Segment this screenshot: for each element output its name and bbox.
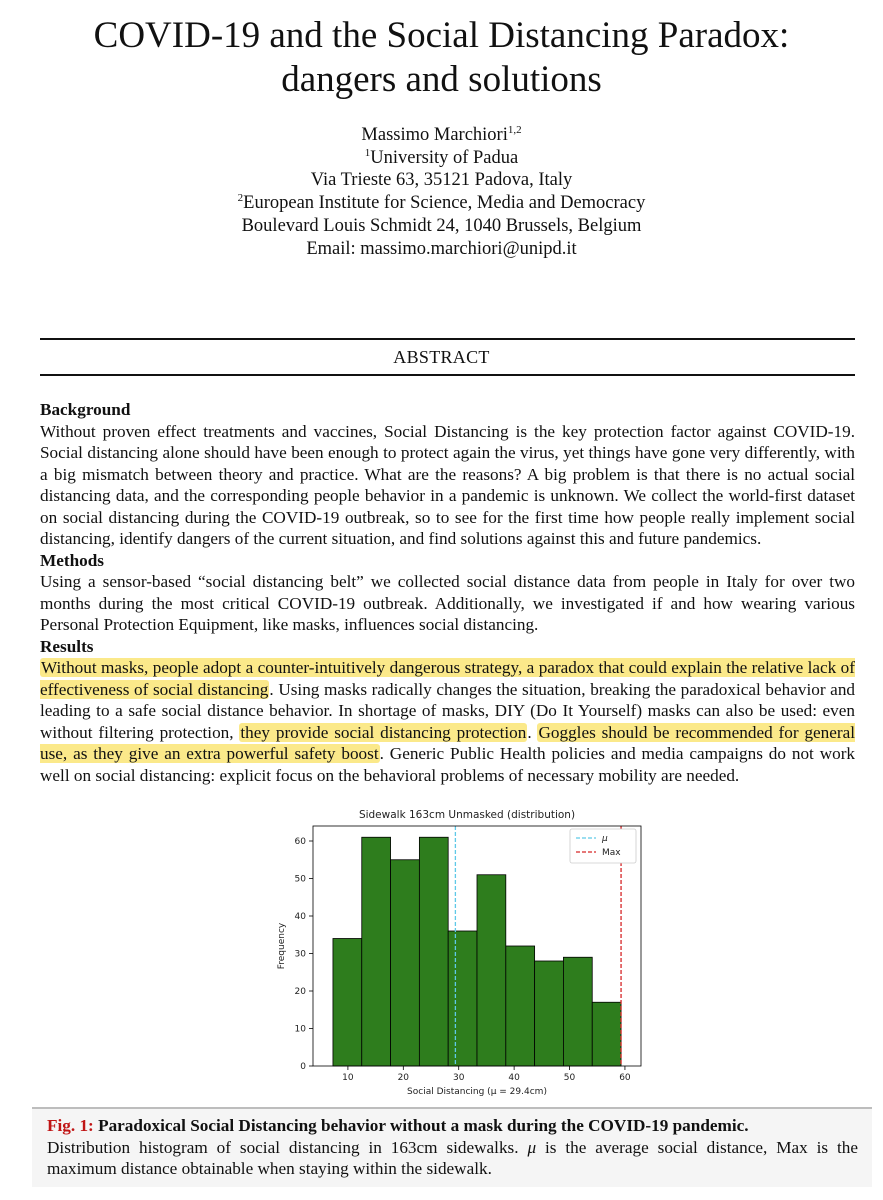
legend-mean-label: μ xyxy=(602,834,608,844)
figure-title: Paradoxical Social Distancing behavior without a mask during the COVID-19 pandemic. xyxy=(98,1116,749,1135)
author-name: Massimo Marchiori xyxy=(361,125,508,145)
author-email: Email: massimo.marchiori@unipd.it xyxy=(306,238,577,259)
abstract-heading: ABSTRACT xyxy=(393,347,490,367)
histogram-bar xyxy=(535,961,564,1066)
y-tick-label: 50 xyxy=(294,874,306,885)
histogram-bar xyxy=(391,860,420,1066)
histogram-bar xyxy=(333,939,362,1067)
figure-caption xyxy=(32,1107,872,1187)
x-tick-label: 40 xyxy=(508,1073,520,1083)
abstract-body xyxy=(40,399,855,786)
y-tick-label: 10 xyxy=(294,1024,306,1035)
histogram-bar xyxy=(477,875,506,1066)
caption-text-2: is the average social distance, Max is the maximum distance obtainable when staying within the sidewalk. xyxy=(47,1137,858,1178)
affiliation-2 xyxy=(0,192,883,215)
y-axis-label: Frequency xyxy=(277,922,287,970)
y-tick-label: 30 xyxy=(294,949,306,960)
abstract-top-rule xyxy=(40,338,855,340)
highlight-diy-masks: they provide social distancing protection xyxy=(240,722,527,742)
methods-heading: Methods xyxy=(40,550,104,570)
caption-text-1: Distribution histogram of social distancing in 163cm sidewalks. xyxy=(47,1137,528,1157)
affiliation-2-name: European Institute for Science, Media and Democracy xyxy=(243,193,646,214)
x-tick-label: 20 xyxy=(397,1073,410,1083)
legend-max-label: Max xyxy=(602,848,621,858)
results-text-3: . Generic Public Health policies and media campaigns do not work well on social distancing: explicit focus on the behavioral problems of necessary mobility are needed. xyxy=(40,744,856,785)
figure-label: Fig. 1: xyxy=(47,1116,94,1135)
results-text-2: . xyxy=(527,722,538,742)
author-block xyxy=(0,124,883,260)
affiliation-1-name: University of Padua xyxy=(370,147,519,168)
x-tick-label: 60 xyxy=(619,1073,631,1083)
y-tick-label: 40 xyxy=(294,912,306,922)
author-superscript: 1,2 xyxy=(507,123,522,136)
title-line-1: COVID-19 and the Social Distancing Paradox: xyxy=(93,15,790,56)
background-paragraph: Without proven effect treatments and vaccines, Social Distancing is the key protection factor against COVID-19. Social distancing alone should have been enough to protect again the virus, yet things have gone very differently, with a big mismatch between theory and practice. What are the reasons? A big problem is that there is no actual social distancing data, and the corresponding people behavior in a pandemic is unknown. We collect the world-first dataset on social distancing during the COVID-19 outbreak, so to see for the first time how people really implement social distancing, identify dangers of the current situation, and find solutions against this and future pandemics. xyxy=(40,421,855,548)
histogram-bar xyxy=(506,946,535,1066)
y-tick-label: 60 xyxy=(294,837,306,847)
author-line xyxy=(0,124,883,147)
results-paragraph xyxy=(40,657,855,786)
histogram-bar xyxy=(419,837,448,1066)
results-text-1: . Using masks radically changes the situation, breaking the paradoxical behavior and leading to a safe social distance behavior. In shortage of masks, DIY (Do It Yourself) masks can also be used: even without filtering protection, xyxy=(40,679,856,742)
histogram-chart xyxy=(268,800,648,1100)
highlight-paradox: Without masks, people adopt a counter-intuitively dangerous strategy, a paradox that could explain the relative lack of effectiveness of social distancing xyxy=(40,658,855,699)
results-heading: Results xyxy=(40,636,94,656)
x-axis-label: Social Distancing (μ = 29.4cm) xyxy=(407,1087,547,1097)
histogram-bar xyxy=(563,957,592,1066)
abstract-bottom-rule xyxy=(40,374,855,376)
chart-legend xyxy=(570,829,636,863)
x-tick-label: 10 xyxy=(342,1073,354,1083)
affiliation-1-superscript: 1 xyxy=(364,146,371,159)
x-tick-label: 50 xyxy=(563,1073,576,1083)
title-line-2: dangers and solutions xyxy=(281,59,602,100)
x-tick-label: 30 xyxy=(452,1073,465,1083)
histogram-bar xyxy=(448,931,477,1066)
methods-paragraph: Using a sensor-based “social distancing belt” we collected social distance data from people in Italy for over two months during the most critical COVID-19 outbreak. Additionally, we investigated if and how wearing various Personal Protection Equipment, like masks, influences social distancing. xyxy=(40,572,855,634)
histogram-bar xyxy=(592,1002,621,1066)
background-heading: Background xyxy=(40,400,131,419)
chart-title: Sidewalk 163cm Unmasked (distribution) xyxy=(358,809,576,821)
caption-mu-symbol: μ xyxy=(527,1137,537,1157)
paper-title xyxy=(0,14,883,102)
y-tick-label: 20 xyxy=(294,987,306,997)
affiliation-2-address: Boulevard Louis Schmidt 24, 1040 Brussels, Belgium xyxy=(241,215,642,236)
highlight-goggles: Goggles should be recommended for general use, as they give an extra powerful safety boost xyxy=(40,722,856,763)
affiliation-2-superscript: 2 xyxy=(237,191,244,204)
affiliation-1-address: Via Trieste 63, 35121 Padova, Italy xyxy=(310,170,573,191)
y-tick-label: 0 xyxy=(300,1062,306,1072)
affiliation-1 xyxy=(0,147,883,170)
histogram-bar xyxy=(362,837,391,1066)
